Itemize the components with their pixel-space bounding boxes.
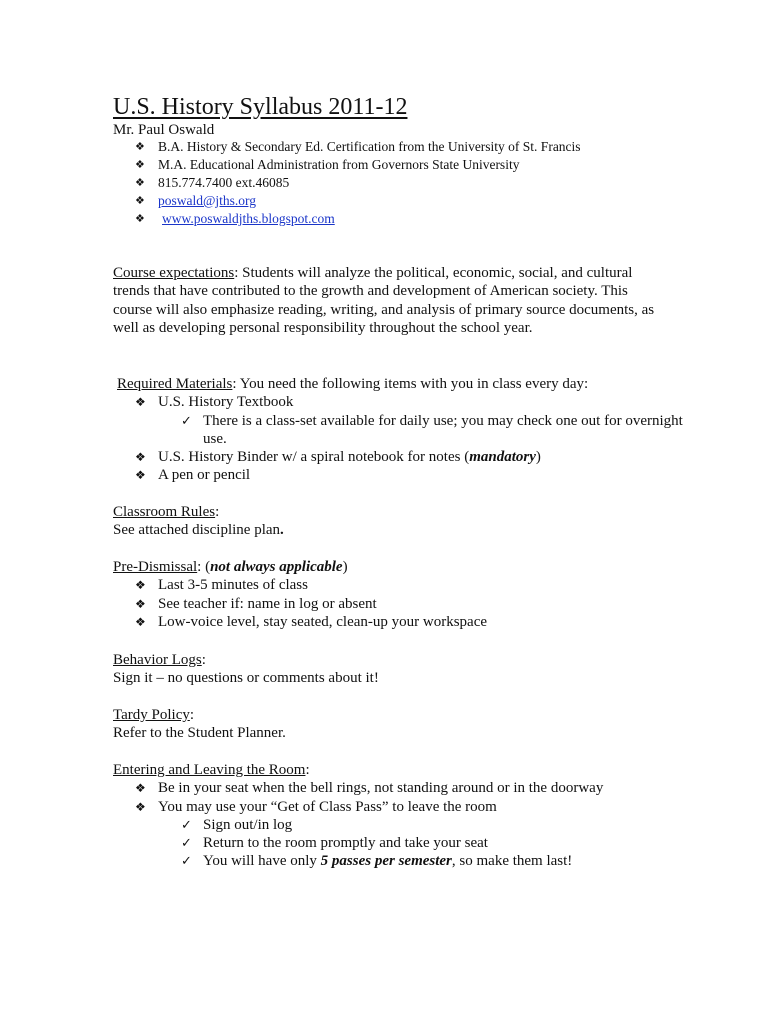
diamond-bullet-icon: ❖ [135,395,146,410]
required-materials-list [113,393,708,484]
checkmark-icon: ✓ [181,853,192,869]
checkmark-icon: ✓ [181,835,192,851]
credential-text: M.A. Educational Administration from Governors State University [158,157,520,172]
diamond-bullet-icon: ❖ [135,781,146,796]
course-expectations-text: : Students will analyze the political, economic, social, and cultural trends that have contributed to the growth and development of American society. This course will also emphasize reading, writing, and analysis of primary source documents, as well as developing personal responsibility throughout the school year. [113,265,655,336]
list-item-text: Return to the room promptly and take your seat [203,835,488,852]
checkmark-icon: ✓ [181,816,192,832]
emphasis-text: not always applicable [210,559,343,575]
list-item [113,138,708,156]
list-item-text: Be in your seat when the bell rings, not standing around or in the doorway [158,780,604,797]
list-item-text: See teacher if: name in log or absent [158,595,377,612]
pre-dismissal-section [113,558,708,631]
heading-colon: : [215,504,220,520]
diamond-bullet-icon: ❖ [135,614,146,629]
heading-suffix: : ( [197,559,211,575]
behavior-logs-section [113,651,708,688]
heading-colon: : [189,707,195,723]
list-item-text: ) [535,449,541,466]
tardy-policy-section [113,706,708,743]
list-item-text: Last 3-5 minutes of class [158,577,308,594]
section-heading: Tardy Policy [113,707,190,723]
emphasis-text: 5 passes per semester [320,853,452,870]
section-heading: Required Materials [117,376,233,392]
diamond-bullet-icon: ❖ [135,799,146,814]
list-item [113,210,708,228]
diamond-bullet-icon: ❖ [135,468,146,483]
list-item-text: U.S. History Textbook [158,394,294,411]
list-item-text: You will have only [203,853,321,870]
section-heading: Pre-Dismissal [113,559,198,575]
emphasis-text: mandatory [469,449,536,466]
list-item-text: U.S. History Binder w/ a spiral notebook for notes ( [158,449,470,466]
website-link[interactable]: www.poswaldjths.blogspot.com [162,211,335,226]
diamond-bullet-icon: ❖ [135,213,145,225]
phone-text: 815.774.7400 ext.46085 [158,175,290,190]
required-materials-intro [113,375,708,393]
entering-leaving-list [113,779,708,870]
credential-text: B.A. History & Secondary Ed. Certification from the University of St. Francis [158,139,581,154]
list-item-text: Low-voice level, stay seated, clean-up your workspace [158,613,488,630]
list-item [113,448,708,466]
pre-dismissal-list [113,576,708,631]
page-title: U.S. History Syllabus 2011-12 [113,94,408,120]
list-item [113,412,708,449]
diamond-bullet-icon: ❖ [135,159,145,171]
header-section [113,93,708,139]
required-materials-section [113,375,708,485]
section-heading: Behavior Logs [113,652,202,668]
contact-list [113,138,708,228]
list-item-text: A pen or pencil [158,467,251,484]
section-text: See attached discipline plan [113,522,281,539]
list-item [113,834,708,852]
course-expectations-section [113,264,658,337]
list-item [113,816,708,834]
list-item-text: There is a class-set available for daily use; you may check one out for overnight use. [203,412,683,447]
contact-section [113,138,708,228]
list-item [113,852,708,870]
author-name: Mr. Paul Oswald [113,122,215,138]
entering-leaving-section [113,761,708,871]
section-heading: Classroom Rules [113,504,216,520]
section-text: Refer to the Student Planner. [113,725,286,742]
list-item [113,156,708,174]
section-heading: Entering and Leaving the Room [113,762,306,778]
diamond-bullet-icon: ❖ [135,450,146,465]
list-item [113,192,708,210]
heading-colon: : [305,762,310,778]
section-text: : You need the following items with you in class every day: [232,376,589,392]
diamond-bullet-icon: ❖ [135,177,145,189]
classroom-rules-section [113,503,708,540]
list-item [113,613,708,631]
list-item [113,798,708,816]
list-item-text: Sign out/in log [203,816,293,833]
section-heading: Course expectations [113,265,235,281]
diamond-bullet-icon: ❖ [135,195,145,207]
heading-suffix: ) [342,559,348,575]
section-text: Sign it – no questions or comments about it! [113,670,379,687]
period-mark: . [280,522,284,539]
list-item [113,595,708,613]
list-item [113,466,708,484]
email-link[interactable]: poswald@jths.org [158,193,257,208]
checkmark-icon: ✓ [181,412,192,428]
diamond-bullet-icon: ❖ [135,141,145,153]
list-item [113,174,708,192]
diamond-bullet-icon: ❖ [135,596,146,611]
list-item [113,393,708,411]
heading-colon: : [201,652,206,668]
list-item-text: You may use your “Get of Class Pass” to leave the room [158,798,497,815]
list-item-text: , so make them last! [451,853,573,870]
list-item [113,779,708,797]
list-item [113,576,708,594]
diamond-bullet-icon: ❖ [135,578,146,593]
